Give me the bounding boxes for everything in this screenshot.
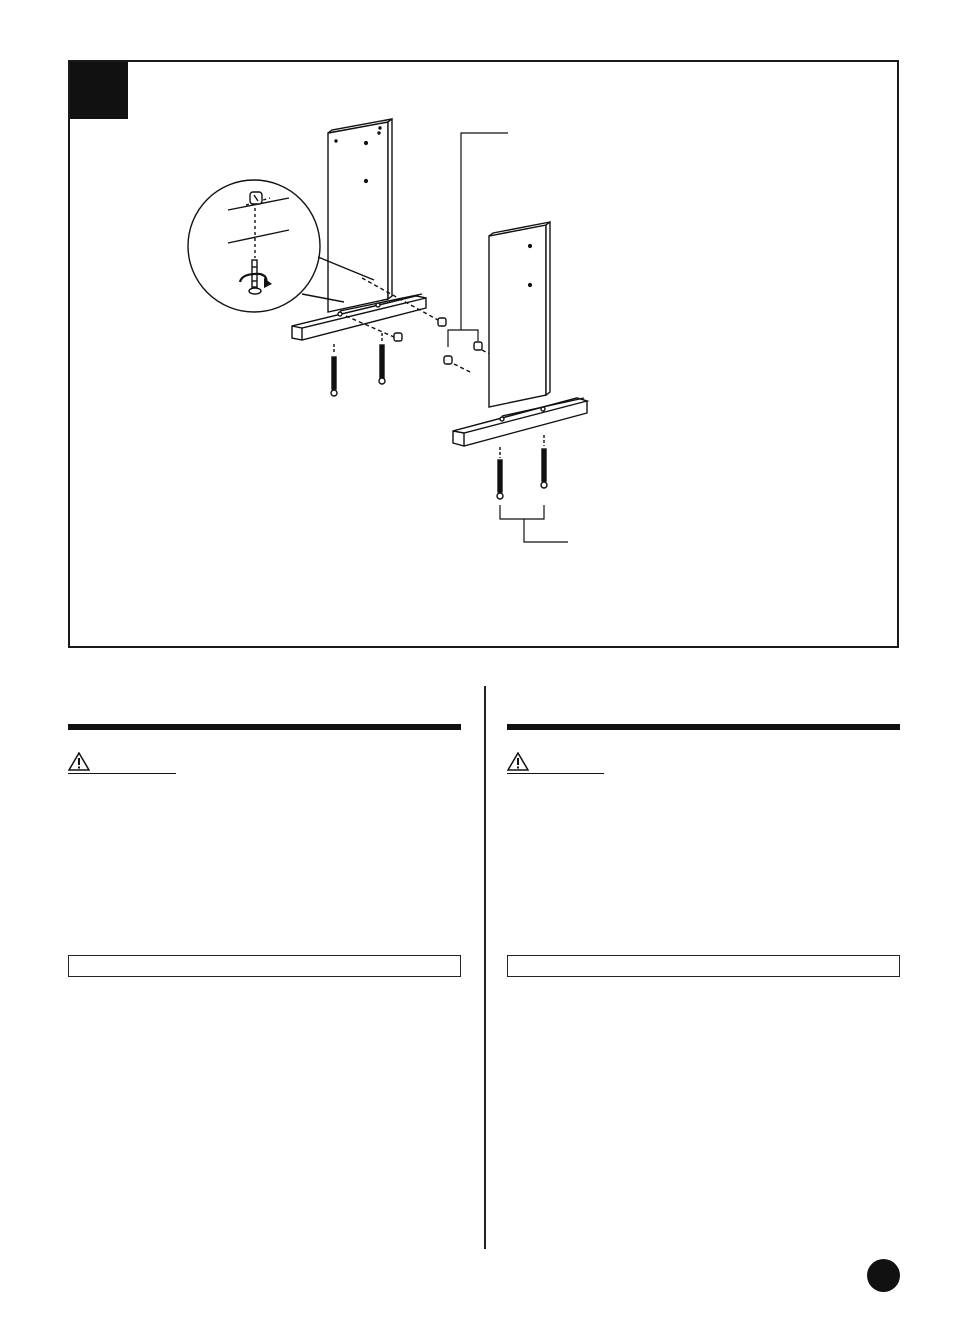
warning-triangle-icon <box>68 752 90 771</box>
page-number-badge <box>867 1259 900 1292</box>
note-box <box>68 955 461 977</box>
caution-underline <box>68 773 176 775</box>
note-box <box>507 955 900 977</box>
side-panel-back <box>328 119 392 312</box>
assembly-illustration <box>70 62 901 650</box>
warning-triangle-icon <box>507 752 529 771</box>
section-heading-rule <box>68 724 461 730</box>
caution-underline <box>507 773 604 775</box>
instructions-column-left <box>68 724 461 1024</box>
caution-label <box>507 752 604 774</box>
side-panel-front <box>489 222 550 407</box>
foot-front <box>453 398 587 446</box>
assembly-figure <box>68 60 899 648</box>
bolt-callout-line <box>500 505 568 542</box>
instructions-column-right <box>507 724 900 1024</box>
caution-label <box>68 752 176 774</box>
section-heading-rule <box>507 724 900 730</box>
column-divider <box>484 686 486 1249</box>
bolt-set-back <box>331 333 385 396</box>
bolt-set-front <box>497 435 547 499</box>
